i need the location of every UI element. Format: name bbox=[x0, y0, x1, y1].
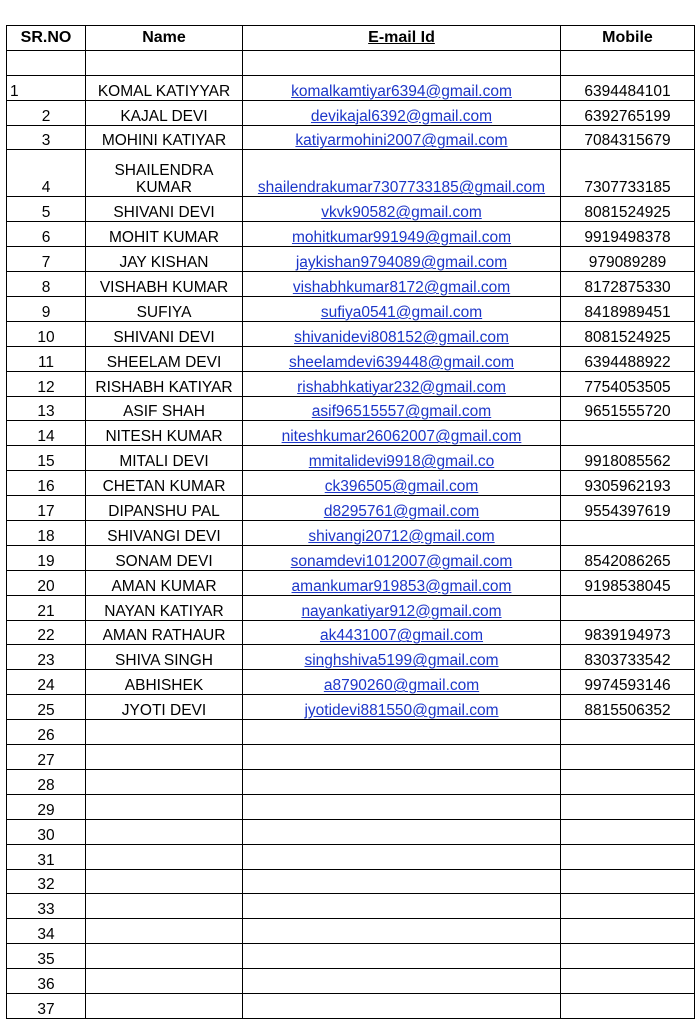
blank-row bbox=[7, 50, 695, 75]
mobile-cell: 8542086265 bbox=[561, 545, 695, 570]
sr-no-cell: 23 bbox=[7, 645, 86, 670]
table-row bbox=[7, 794, 695, 819]
sr-no-cell: 20 bbox=[7, 570, 86, 595]
mobile-cell bbox=[561, 869, 695, 894]
sr-no-cell: 21 bbox=[7, 595, 86, 620]
sr-no-cell: 15 bbox=[7, 446, 86, 471]
email-cell bbox=[243, 396, 561, 421]
table-row bbox=[7, 720, 695, 745]
mobile-cell: 7084315679 bbox=[561, 125, 695, 150]
email-cell bbox=[243, 745, 561, 770]
table-row bbox=[7, 496, 695, 521]
sr-no-cell: 24 bbox=[7, 670, 86, 695]
sr-no-cell: 11 bbox=[7, 346, 86, 371]
name-cell: SUFIYA bbox=[86, 297, 243, 322]
email-link[interactable]: komalkamtiyar6394@gmail.com bbox=[291, 82, 512, 100]
name-cell: ASIF SHAH bbox=[86, 396, 243, 421]
sr-no-cell: 28 bbox=[7, 769, 86, 794]
name-cell: DIPANSHU PAL bbox=[86, 496, 243, 521]
mobile-cell: 8418989451 bbox=[561, 297, 695, 322]
email-link[interactable]: jyotidevi881550@gmail.com bbox=[304, 702, 499, 720]
mobile-cell: 6392765199 bbox=[561, 100, 695, 125]
email-cell bbox=[243, 297, 561, 322]
table-row bbox=[7, 247, 695, 272]
table-row bbox=[7, 125, 695, 150]
email-cell bbox=[243, 100, 561, 125]
mobile-cell bbox=[561, 844, 695, 869]
email-link[interactable]: katiyarmohini2007@gmail.com bbox=[295, 132, 508, 150]
name-cell: KOMAL KATIYYAR bbox=[86, 75, 243, 100]
name-cell: MOHINI KATIYAR bbox=[86, 125, 243, 150]
sr-no-cell: 6 bbox=[7, 222, 86, 247]
name-cell bbox=[86, 944, 243, 969]
email-link[interactable]: devikajal6392@gmail.com bbox=[310, 107, 493, 125]
email-link[interactable]: amankumar919853@gmail.com bbox=[291, 577, 512, 595]
table-row bbox=[7, 371, 695, 396]
mobile-cell: 9554397619 bbox=[561, 496, 695, 521]
sr-no-cell: 22 bbox=[7, 620, 86, 645]
email-cell bbox=[243, 819, 561, 844]
sr-no-cell: 31 bbox=[7, 844, 86, 869]
mobile-cell bbox=[561, 720, 695, 745]
email-link[interactable]: singhshiva5199@gmail.com bbox=[304, 652, 499, 670]
mobile-cell bbox=[561, 944, 695, 969]
table-row bbox=[7, 894, 695, 919]
sr-no-cell: 2 bbox=[7, 100, 86, 125]
name-cell: SONAM DEVI bbox=[86, 545, 243, 570]
sr-no-cell: 34 bbox=[7, 919, 86, 944]
mobile-cell bbox=[561, 919, 695, 944]
mobile-cell bbox=[561, 819, 695, 844]
email-cell bbox=[243, 247, 561, 272]
name-cell: CHETAN KUMAR bbox=[86, 471, 243, 496]
mobile-cell bbox=[561, 745, 695, 770]
name-cell: MITALI DEVI bbox=[86, 446, 243, 471]
table-row bbox=[7, 521, 695, 546]
mobile-cell: 9839194973 bbox=[561, 620, 695, 645]
table-row bbox=[7, 297, 695, 322]
table-row bbox=[7, 75, 695, 100]
sr-no-cell: 30 bbox=[7, 819, 86, 844]
mobile-cell bbox=[561, 769, 695, 794]
email-link[interactable]: mmitalidevi9918@gmail.co bbox=[308, 453, 495, 471]
sr-no-cell: 1 bbox=[7, 75, 86, 100]
name-cell: AMAN KUMAR bbox=[86, 570, 243, 595]
mobile-cell: 8303733542 bbox=[561, 645, 695, 670]
name-cell bbox=[86, 794, 243, 819]
email-link[interactable]: niteshkumar26062007@gmail.com bbox=[281, 428, 522, 446]
sr-no-cell: 5 bbox=[7, 197, 86, 222]
sr-no-header: SR.NO bbox=[7, 26, 86, 51]
email-cell bbox=[243, 695, 561, 720]
mobile-cell: 9198538045 bbox=[561, 570, 695, 595]
email-link[interactable]: shailendrakumar7307733185@gmail.com bbox=[257, 179, 546, 197]
name-cell bbox=[86, 769, 243, 794]
table-row bbox=[7, 969, 695, 994]
email-cell bbox=[243, 371, 561, 396]
name-cell: SHAILENDRA KUMAR bbox=[86, 150, 243, 197]
mobile-cell: 8172875330 bbox=[561, 272, 695, 297]
mobile-cell bbox=[561, 894, 695, 919]
email-cell bbox=[243, 521, 561, 546]
table-row bbox=[7, 150, 695, 197]
name-cell bbox=[86, 819, 243, 844]
email-cell bbox=[243, 321, 561, 346]
email-link[interactable]: shivanidevi808152@gmail.com bbox=[294, 328, 509, 346]
email-cell bbox=[243, 125, 561, 150]
name-cell bbox=[86, 919, 243, 944]
email-cell bbox=[243, 150, 561, 197]
email-cell bbox=[243, 496, 561, 521]
email-header: E-mail Id bbox=[243, 26, 561, 51]
table-row bbox=[7, 100, 695, 125]
sr-no-cell: 14 bbox=[7, 421, 86, 446]
table-row bbox=[7, 819, 695, 844]
email-cell bbox=[243, 919, 561, 944]
header-row bbox=[7, 26, 695, 51]
email-cell bbox=[243, 670, 561, 695]
email-link[interactable]: d8295761@gmail.com bbox=[323, 503, 480, 521]
mobile-header: Mobile bbox=[561, 26, 695, 51]
email-cell bbox=[243, 197, 561, 222]
email-cell bbox=[243, 993, 561, 1018]
name-cell: AMAN RATHAUR bbox=[86, 620, 243, 645]
mobile-cell: 9651555720 bbox=[561, 396, 695, 421]
name-cell: RISHABH KATIYAR bbox=[86, 371, 243, 396]
email-cell bbox=[243, 471, 561, 496]
name-cell bbox=[86, 844, 243, 869]
table-row bbox=[7, 919, 695, 944]
email-link[interactable]: mohitkumar991949@gmail.com bbox=[291, 229, 512, 247]
table-row bbox=[7, 197, 695, 222]
name-cell: SHIVANI DEVI bbox=[86, 197, 243, 222]
table-row bbox=[7, 570, 695, 595]
email-cell bbox=[243, 272, 561, 297]
email-cell bbox=[243, 595, 561, 620]
name-cell: JAY KISHAN bbox=[86, 247, 243, 272]
mobile-cell: 7307733185 bbox=[561, 150, 695, 197]
table-row bbox=[7, 769, 695, 794]
table-row bbox=[7, 844, 695, 869]
sr-no-cell: 32 bbox=[7, 869, 86, 894]
email-cell bbox=[243, 720, 561, 745]
table-row bbox=[7, 869, 695, 894]
email-cell bbox=[243, 545, 561, 570]
table-row bbox=[7, 595, 695, 620]
name-cell: SHIVA SINGH bbox=[86, 645, 243, 670]
email-cell bbox=[243, 75, 561, 100]
email-link[interactable]: asif96515557@gmail.com bbox=[311, 403, 492, 421]
name-header: Name bbox=[86, 26, 243, 51]
table-row bbox=[7, 670, 695, 695]
email-cell bbox=[243, 346, 561, 371]
table-row bbox=[7, 645, 695, 670]
mobile-cell bbox=[561, 794, 695, 819]
sr-no-cell: 27 bbox=[7, 745, 86, 770]
email-cell bbox=[243, 794, 561, 819]
table-row bbox=[7, 346, 695, 371]
mobile-cell bbox=[561, 421, 695, 446]
email-link[interactable]: nayankatiyar912@gmail.com bbox=[301, 602, 502, 620]
table-row bbox=[7, 471, 695, 496]
email-cell bbox=[243, 421, 561, 446]
sr-no-cell: 35 bbox=[7, 944, 86, 969]
name-cell: NITESH KUMAR bbox=[86, 421, 243, 446]
email-link[interactable]: jaykishan9794089@gmail.com bbox=[295, 254, 508, 272]
email-link[interactable]: sonamdevi1012007@gmail.com bbox=[290, 552, 513, 570]
email-link[interactable]: sheelamdevi639448@gmail.com bbox=[288, 353, 515, 371]
sr-no-cell: 16 bbox=[7, 471, 86, 496]
sr-no-cell: 3 bbox=[7, 125, 86, 150]
mobile-cell bbox=[561, 521, 695, 546]
sr-no-cell: 33 bbox=[7, 894, 86, 919]
sr-no-cell: 29 bbox=[7, 794, 86, 819]
table-row bbox=[7, 944, 695, 969]
name-cell: SHIVANI DEVI bbox=[86, 321, 243, 346]
table-row bbox=[7, 695, 695, 720]
sr-no-cell: 18 bbox=[7, 521, 86, 546]
table-row bbox=[7, 321, 695, 346]
sr-no-cell: 4 bbox=[7, 150, 86, 197]
table-row bbox=[7, 545, 695, 570]
name-cell: NAYAN KATIYAR bbox=[86, 595, 243, 620]
name-cell: SHIVANGI DEVI bbox=[86, 521, 243, 546]
sr-no-cell: 13 bbox=[7, 396, 86, 421]
mobile-cell: 7754053505 bbox=[561, 371, 695, 396]
name-cell bbox=[86, 720, 243, 745]
name-cell: JYOTI DEVI bbox=[86, 695, 243, 720]
mobile-cell: 8081524925 bbox=[561, 197, 695, 222]
email-link[interactable]: vkvk90582@gmail.com bbox=[321, 204, 482, 222]
mobile-cell: 979089289 bbox=[561, 247, 695, 272]
email-cell bbox=[243, 446, 561, 471]
email-link[interactable]: vishabhkumar8172@gmail.com bbox=[292, 279, 511, 297]
sr-no-cell: 36 bbox=[7, 969, 86, 994]
sr-no-cell: 19 bbox=[7, 545, 86, 570]
email-cell bbox=[243, 570, 561, 595]
sr-no-cell: 26 bbox=[7, 720, 86, 745]
table-row bbox=[7, 993, 695, 1018]
sr-no-cell: 8 bbox=[7, 272, 86, 297]
mobile-cell bbox=[561, 993, 695, 1018]
mobile-cell bbox=[561, 969, 695, 994]
sr-no-cell: 37 bbox=[7, 993, 86, 1018]
sr-no-cell: 7 bbox=[7, 247, 86, 272]
email-cell bbox=[243, 620, 561, 645]
sr-no-cell: 25 bbox=[7, 695, 86, 720]
name-cell: ABHISHEK bbox=[86, 670, 243, 695]
email-cell bbox=[243, 894, 561, 919]
mobile-cell: 9974593146 bbox=[561, 670, 695, 695]
mobile-cell: 6394484101 bbox=[561, 75, 695, 100]
table-row bbox=[7, 421, 695, 446]
email-link[interactable]: ck396505@gmail.com bbox=[324, 478, 479, 496]
name-cell: SHEELAM DEVI bbox=[86, 346, 243, 371]
email-cell bbox=[243, 869, 561, 894]
name-cell bbox=[86, 869, 243, 894]
email-link[interactable]: ak4431007@gmail.com bbox=[319, 627, 484, 645]
mobile-cell bbox=[561, 595, 695, 620]
email-link[interactable]: a8790260@gmail.com bbox=[323, 677, 480, 695]
email-cell bbox=[243, 844, 561, 869]
name-cell: MOHIT KUMAR bbox=[86, 222, 243, 247]
table-row bbox=[7, 396, 695, 421]
student-contact-table bbox=[6, 25, 695, 1019]
name-cell: KAJAL DEVI bbox=[86, 100, 243, 125]
sr-no-cell: 17 bbox=[7, 496, 86, 521]
table-row bbox=[7, 272, 695, 297]
email-link[interactable]: shivangi20712@gmail.com bbox=[308, 527, 495, 545]
mobile-cell: 9305962193 bbox=[561, 471, 695, 496]
name-cell bbox=[86, 894, 243, 919]
table-row bbox=[7, 446, 695, 471]
email-cell bbox=[243, 222, 561, 247]
table-row bbox=[7, 222, 695, 247]
mobile-cell: 6394488922 bbox=[561, 346, 695, 371]
sr-no-cell: 12 bbox=[7, 371, 86, 396]
email-cell bbox=[243, 944, 561, 969]
email-cell bbox=[243, 769, 561, 794]
email-link[interactable]: sufiya0541@gmail.com bbox=[320, 303, 483, 321]
sr-no-cell: 9 bbox=[7, 297, 86, 322]
email-link[interactable]: rishabhkatiyar232@gmail.com bbox=[297, 378, 506, 396]
name-cell: VISHABH KUMAR bbox=[86, 272, 243, 297]
name-cell bbox=[86, 745, 243, 770]
mobile-cell: 9919498378 bbox=[561, 222, 695, 247]
sr-no-cell: 10 bbox=[7, 321, 86, 346]
mobile-cell: 9918085562 bbox=[561, 446, 695, 471]
email-cell bbox=[243, 969, 561, 994]
mobile-cell: 8081524925 bbox=[561, 321, 695, 346]
email-cell bbox=[243, 645, 561, 670]
table-row bbox=[7, 745, 695, 770]
table-row bbox=[7, 620, 695, 645]
mobile-cell: 8815506352 bbox=[561, 695, 695, 720]
name-cell bbox=[86, 969, 243, 994]
name-cell bbox=[86, 993, 243, 1018]
